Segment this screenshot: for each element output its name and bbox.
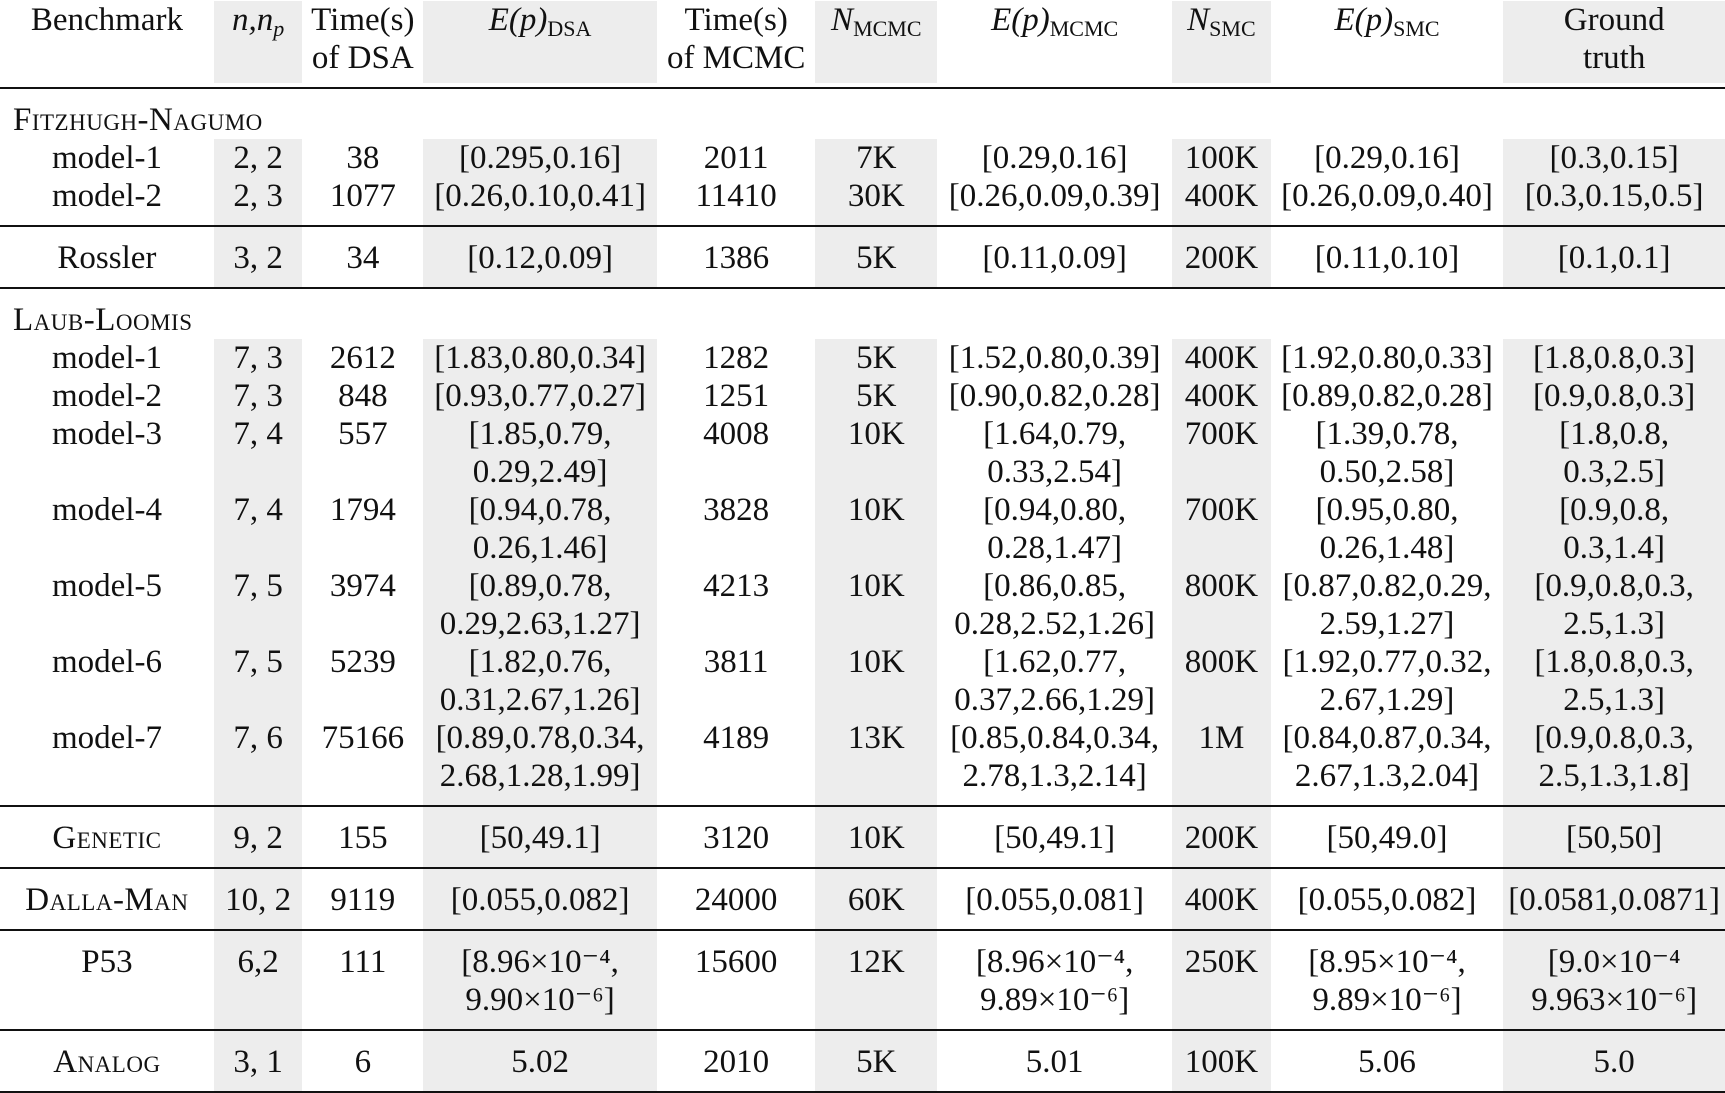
table-row bbox=[0, 139, 1725, 177]
n-mcmc-cell: 10K bbox=[815, 491, 937, 567]
table-row bbox=[0, 491, 1725, 567]
n-np-cell: 7, 5 bbox=[214, 643, 303, 719]
e-smc-cell: [0.29,0.16] bbox=[1314, 140, 1460, 176]
time-mcmc-cell: 1282 bbox=[703, 340, 770, 376]
benchmark-cell: model-1 bbox=[52, 340, 162, 376]
header-e-dsa: $E(p)_{DSA}$ bbox=[423, 0, 657, 88]
header-n-mcmc: $N_{MCMC}$ bbox=[815, 0, 937, 88]
table-row bbox=[0, 377, 1725, 415]
e-mcmc-cell: [0.11,0.09] bbox=[982, 240, 1127, 276]
e-dsa-cell: [0.055,0.082] bbox=[423, 868, 657, 930]
benchmark-cell: model-6 bbox=[52, 644, 162, 680]
time-dsa-cell: 9119 bbox=[330, 882, 396, 918]
n-smc-cell: 400K bbox=[1172, 377, 1271, 415]
e-smc-cell: [8.95×10⁻⁴, 9.89×10⁻⁶] bbox=[1308, 944, 1466, 1018]
e-dsa-cell: [0.89,0.78, 0.29,2.63,1.27] bbox=[423, 567, 657, 643]
n-smc-cell: 400K bbox=[1172, 339, 1271, 377]
time-dsa-cell: 5239 bbox=[329, 644, 396, 680]
e-smc-cell: [0.95,0.80, 0.26,1.48] bbox=[1315, 492, 1459, 566]
e-smc-cell: [0.11,0.10] bbox=[1314, 240, 1460, 276]
table-row bbox=[0, 339, 1725, 377]
e-dsa-cell: [0.94,0.78, 0.26,1.46] bbox=[423, 491, 657, 567]
n-smc-cell: 700K bbox=[1172, 491, 1271, 567]
e-dsa-cell: [0.295,0.16] bbox=[423, 139, 657, 177]
ground-truth-cell: [0.0581,0.0871] bbox=[1503, 868, 1725, 930]
e-smc-cell: [50,49.0] bbox=[1326, 820, 1448, 856]
header-ground-truth: Ground truth bbox=[1503, 0, 1725, 88]
benchmark-cell: model-5 bbox=[52, 568, 162, 604]
n-np-cell: 10, 2 bbox=[214, 868, 303, 930]
e-mcmc-cell: [0.90,0.82,0.28] bbox=[948, 378, 1161, 414]
benchmark-cell: model-7 bbox=[52, 720, 162, 756]
e-dsa-cell: 5.02 bbox=[423, 1030, 657, 1092]
benchmark-cell: Rossler bbox=[57, 240, 157, 276]
ground-truth-cell: [0.9,0.8, 0.3,1.4] bbox=[1503, 491, 1725, 567]
ground-truth-cell: [0.9,0.8,0.3, 2.5,1.3,1.8] bbox=[1503, 719, 1725, 806]
time-mcmc-cell: 2011 bbox=[703, 140, 769, 176]
ground-truth-cell: [9.0×10⁻⁴ 9.963×10⁻⁶] bbox=[1503, 930, 1725, 1030]
header-n-np: $n,n_p$ bbox=[214, 0, 303, 88]
e-dsa-cell: [0.89,0.78,0.34, 2.68,1.28,1.99] bbox=[423, 719, 657, 806]
n-smc-cell: 700K bbox=[1172, 415, 1271, 491]
ground-truth-cell: [50,50] bbox=[1503, 806, 1725, 868]
e-smc-cell: [1.92,0.80,0.33] bbox=[1281, 340, 1493, 376]
time-mcmc-cell: 24000 bbox=[694, 882, 778, 918]
time-dsa-cell: 155 bbox=[338, 820, 388, 856]
n-smc-cell: 200K bbox=[1172, 226, 1271, 288]
n-np-cell: 2, 3 bbox=[214, 177, 303, 226]
time-dsa-cell: 557 bbox=[338, 416, 388, 452]
e-dsa-cell: [1.85,0.79, 0.29,2.49] bbox=[423, 415, 657, 491]
n-np-cell: 9, 2 bbox=[214, 806, 303, 868]
e-smc-cell: [0.055,0.082] bbox=[1297, 882, 1477, 918]
n-mcmc-cell: 10K bbox=[815, 806, 937, 868]
e-dsa-cell: [0.93,0.77,0.27] bbox=[423, 377, 657, 415]
time-mcmc-cell: 3811 bbox=[703, 644, 769, 680]
n-mcmc-cell: 10K bbox=[815, 567, 937, 643]
table-row bbox=[0, 930, 1725, 1030]
e-smc-cell: [1.39,0.78, 0.50,2.58] bbox=[1315, 416, 1459, 490]
group-laub-loomis: Laub-Loomis bbox=[13, 302, 193, 338]
n-smc-cell: 400K bbox=[1172, 177, 1271, 226]
table-row bbox=[0, 719, 1725, 806]
n-np-cell: 3, 1 bbox=[214, 1030, 303, 1092]
n-mcmc-cell: 60K bbox=[815, 868, 937, 930]
ground-truth-cell: [1.8,0.8,0.3, 2.5,1.3] bbox=[1503, 643, 1725, 719]
n-smc-cell: 800K bbox=[1172, 567, 1271, 643]
ground-truth-cell: 5.0 bbox=[1503, 1030, 1725, 1092]
n-smc-cell: 800K bbox=[1172, 643, 1271, 719]
n-mcmc-cell: 5K bbox=[815, 1030, 937, 1092]
time-mcmc-cell: 4213 bbox=[703, 568, 770, 604]
time-mcmc-cell: 3120 bbox=[703, 820, 770, 856]
ground-truth-cell: [1.8,0.8,0.3] bbox=[1503, 339, 1725, 377]
n-mcmc-cell: 5K bbox=[815, 226, 937, 288]
benchmark-cell: P53 bbox=[81, 944, 133, 980]
table-row bbox=[0, 415, 1725, 491]
group-fitzhugh-nagumo: Fitzhugh-Nagumo bbox=[13, 102, 263, 138]
n-np-cell: 7, 4 bbox=[214, 491, 303, 567]
time-dsa-cell: 6 bbox=[354, 1044, 372, 1080]
table-row bbox=[0, 567, 1725, 643]
n-np-cell: 6,2 bbox=[214, 930, 303, 1030]
e-mcmc-cell: [0.86,0.85, 0.28,2.52,1.26] bbox=[954, 568, 1156, 642]
n-smc-cell: 400K bbox=[1172, 868, 1271, 930]
e-smc-cell: [0.84,0.87,0.34, 2.67,1.3,2.04] bbox=[1282, 720, 1492, 794]
e-mcmc-cell: [50,49.1] bbox=[994, 820, 1116, 856]
n-mcmc-cell: 30K bbox=[815, 177, 937, 226]
benchmark-cell: Dalla-Man bbox=[25, 882, 189, 918]
time-mcmc-cell: 11410 bbox=[695, 178, 777, 214]
benchmark-cell: model-4 bbox=[52, 492, 162, 528]
e-dsa-cell: [0.12,0.09] bbox=[423, 226, 657, 288]
ground-truth-cell: [0.9,0.8,0.3, 2.5,1.3] bbox=[1503, 567, 1725, 643]
table-row bbox=[0, 643, 1725, 719]
table-row bbox=[0, 226, 1725, 288]
e-smc-cell: [1.92,0.77,0.32, 2.67,1.29] bbox=[1282, 644, 1492, 718]
e-smc-cell: [0.87,0.82,0.29, 2.59,1.27] bbox=[1282, 568, 1492, 642]
benchmark-cell: Genetic bbox=[52, 820, 162, 856]
header-e-mcmc: $E(p)_{MCMC}$ bbox=[991, 2, 1119, 41]
ground-truth-cell: [0.1,0.1] bbox=[1503, 226, 1725, 288]
e-mcmc-cell: [1.52,0.80,0.39] bbox=[948, 340, 1161, 376]
n-mcmc-cell: 12K bbox=[815, 930, 937, 1030]
e-mcmc-cell: 5.01 bbox=[1025, 1044, 1084, 1080]
time-mcmc-cell: 1386 bbox=[703, 240, 770, 276]
header-e-smc: $E(p)_{SMC}$ bbox=[1334, 2, 1440, 41]
n-np-cell: 7, 5 bbox=[214, 567, 303, 643]
time-mcmc-cell: 2010 bbox=[703, 1044, 770, 1080]
time-dsa-cell: 38 bbox=[346, 140, 380, 176]
e-dsa-cell: [0.26,0.10,0.41] bbox=[423, 177, 657, 226]
e-mcmc-cell: [0.29,0.16] bbox=[981, 140, 1128, 176]
table-row bbox=[0, 1030, 1725, 1092]
table-body bbox=[0, 88, 1725, 1092]
benchmark-cell: Analog bbox=[53, 1044, 161, 1080]
ground-truth-cell: [0.3,0.15,0.5] bbox=[1503, 177, 1725, 226]
n-mcmc-cell: 10K bbox=[815, 415, 937, 491]
benchmark-cell: model-3 bbox=[52, 416, 162, 452]
n-np-cell: 3, 2 bbox=[214, 226, 303, 288]
time-dsa-cell: 75166 bbox=[321, 720, 405, 756]
time-dsa-cell: 34 bbox=[346, 240, 380, 276]
n-smc-cell: 1M bbox=[1172, 719, 1271, 806]
e-mcmc-cell: [1.62,0.77, 0.37,2.66,1.29] bbox=[954, 644, 1156, 718]
benchmark-cell: model-1 bbox=[52, 140, 162, 176]
time-mcmc-cell: 4008 bbox=[703, 416, 770, 452]
n-np-cell: 7, 6 bbox=[214, 719, 303, 806]
table-header bbox=[0, 0, 1725, 88]
time-dsa-cell: 848 bbox=[338, 378, 388, 414]
header-n-smc: $N_{SMC}$ bbox=[1172, 0, 1271, 88]
e-mcmc-cell: [8.96×10⁻⁴, 9.89×10⁻⁶] bbox=[975, 944, 1134, 1018]
time-mcmc-cell: 15600 bbox=[694, 944, 778, 980]
table-row bbox=[0, 177, 1725, 226]
n-np-cell: 2, 2 bbox=[214, 139, 303, 177]
time-mcmc-cell: 4189 bbox=[703, 720, 770, 756]
n-mcmc-cell: 5K bbox=[815, 377, 937, 415]
ground-truth-cell: [0.9,0.8,0.3] bbox=[1503, 377, 1725, 415]
e-dsa-cell: [1.82,0.76, 0.31,2.67,1.26] bbox=[423, 643, 657, 719]
header-time-dsa: Time(s) of DSA bbox=[311, 2, 415, 76]
n-np-cell: 7, 4 bbox=[214, 415, 303, 491]
e-smc-cell: [0.26,0.09,0.40] bbox=[1281, 178, 1493, 214]
e-smc-cell: [0.89,0.82,0.28] bbox=[1281, 378, 1493, 414]
n-smc-cell: 200K bbox=[1172, 806, 1271, 868]
n-smc-cell: 100K bbox=[1172, 1030, 1271, 1092]
header-benchmark: Benchmark bbox=[30, 2, 183, 38]
time-mcmc-cell: 1251 bbox=[703, 378, 770, 414]
time-dsa-cell: 2612 bbox=[329, 340, 396, 376]
e-mcmc-cell: [0.26,0.09,0.39] bbox=[948, 178, 1161, 214]
e-smc-cell: 5.06 bbox=[1358, 1044, 1416, 1080]
n-smc-cell: 250K bbox=[1172, 930, 1271, 1030]
n-mcmc-cell: 10K bbox=[815, 643, 937, 719]
e-mcmc-cell: [0.055,0.081] bbox=[965, 882, 1145, 918]
time-dsa-cell: 3974 bbox=[329, 568, 396, 604]
n-mcmc-cell: 5K bbox=[815, 339, 937, 377]
e-mcmc-cell: [0.85,0.84,0.34, 2.78,1.3,2.14] bbox=[950, 720, 1160, 794]
n-smc-cell: 100K bbox=[1172, 139, 1271, 177]
e-dsa-cell: [1.83,0.80,0.34] bbox=[423, 339, 657, 377]
header-time-mcmc: Time(s) of MCMC bbox=[666, 2, 806, 76]
time-dsa-cell: 1077 bbox=[329, 178, 396, 214]
benchmark-cell: model-2 bbox=[52, 178, 162, 214]
benchmark-cell: model-2 bbox=[52, 378, 162, 414]
e-dsa-cell: [8.96×10⁻⁴, 9.90×10⁻⁶] bbox=[423, 930, 657, 1030]
n-np-cell: 7, 3 bbox=[214, 377, 303, 415]
table-row bbox=[0, 806, 1725, 868]
n-np-cell: 7, 3 bbox=[214, 339, 303, 377]
n-mcmc-cell: 13K bbox=[815, 719, 937, 806]
e-mcmc-cell: [0.94,0.80, 0.28,1.47] bbox=[983, 492, 1127, 566]
table-row bbox=[0, 868, 1725, 930]
n-mcmc-cell: 7K bbox=[815, 139, 937, 177]
e-mcmc-cell: [1.64,0.79, 0.33,2.54] bbox=[983, 416, 1127, 490]
time-dsa-cell: 111 bbox=[339, 944, 387, 980]
ground-truth-cell: [0.3,0.15] bbox=[1503, 139, 1725, 177]
time-mcmc-cell: 3828 bbox=[703, 492, 770, 528]
time-dsa-cell: 1794 bbox=[329, 492, 396, 528]
e-dsa-cell: [50,49.1] bbox=[423, 806, 657, 868]
ground-truth-cell: [1.8,0.8, 0.3,2.5] bbox=[1503, 415, 1725, 491]
